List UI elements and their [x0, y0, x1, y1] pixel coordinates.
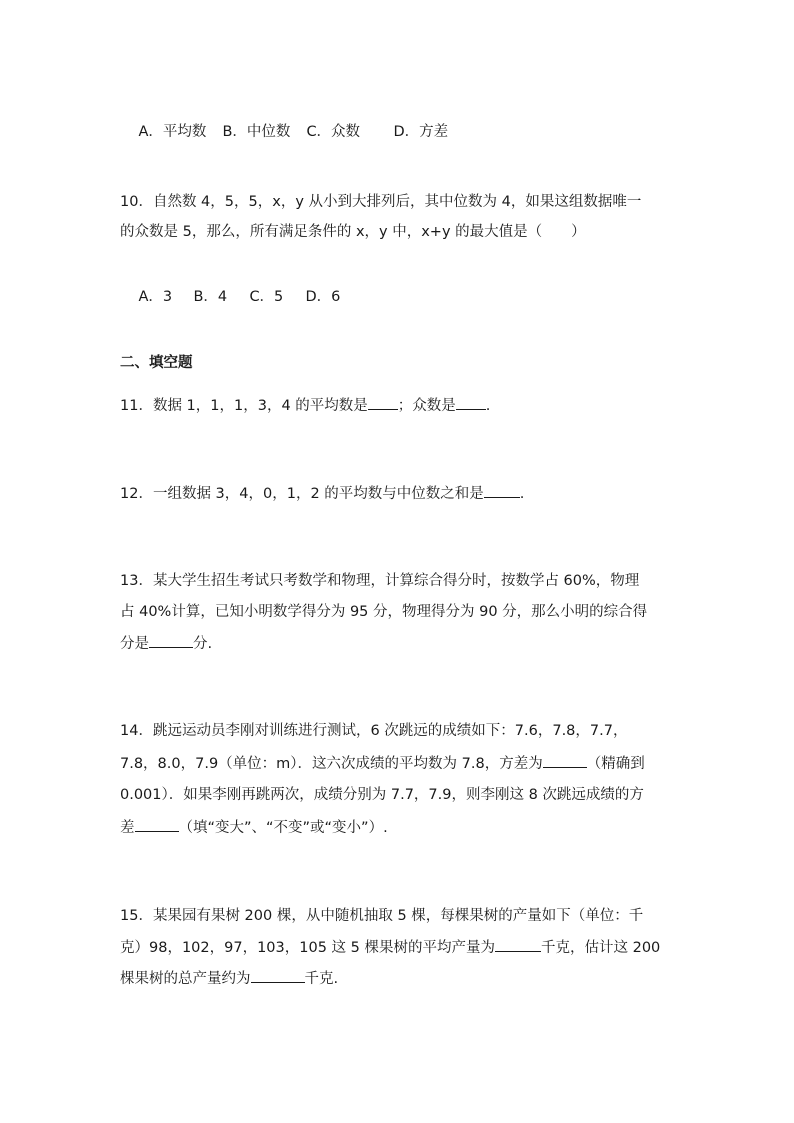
q10-option-c: C．5: [249, 289, 284, 305]
q10-line-2: 的众数是 5，那么，所有满足条件的 x，y 中，x+y 的最大值是（ ）: [120, 224, 586, 240]
q15-line-3: [120, 968, 676, 989]
q14-blank-variance[interactable]: [543, 753, 587, 768]
q12-part-2: .: [519, 486, 525, 502]
q11-blank-mean[interactable]: [368, 395, 398, 410]
q15-line-1: 15．某果园有果树 200 棵，从中随机抽取 5 棵，每棵果树的产量如下（单位：千: [120, 908, 644, 924]
q10-options: [120, 267, 676, 327]
q14-line-2a: 7.8，8.0，7.9（单位：m）．这六次成绩的平均数为 7.8，方差为: [120, 756, 543, 772]
q11-text: [120, 395, 676, 416]
q9-option-c: C．众数: [306, 124, 361, 140]
q13-line-3: [120, 633, 676, 654]
q15-line-3a: 棵果树的总产量约为: [120, 971, 251, 987]
q12-blank-sum[interactable]: [484, 483, 520, 498]
q15-blank-average[interactable]: [495, 937, 541, 952]
q13-line-1: 13．某大学生招生考试只考数学和物理，计算综合得分时，按数学占 60%，物理: [120, 573, 640, 589]
q9-option-a: A．平均数: [138, 124, 207, 140]
q13-line-2: 占 40%计算，已知小明数学得分为 95 分，物理得分为 90 分，那么小明的综合得: [120, 604, 648, 620]
q14-blank-change[interactable]: [135, 817, 179, 832]
q9-options: [120, 102, 676, 162]
q14-line-4b: （填“变大”、“不变”或“变小”）.: [178, 820, 388, 836]
q13-line-3b: 分.: [193, 636, 213, 652]
q11-part-3: .: [485, 398, 491, 414]
section-title-fill-blank: 二、填空题: [120, 355, 193, 371]
q10-option-b: B．4: [193, 289, 228, 305]
q9-option-d: D．方差: [393, 124, 449, 140]
q10-option-d: D．6: [305, 289, 341, 305]
q11-part-1: 11．数据 1，1，1，3，4 的平均数是: [120, 398, 368, 414]
q15-line-3b: 千克.: [304, 971, 339, 987]
q14-line-4: [120, 817, 676, 838]
q14-line-1: 14．跳远运动员李刚对训练进行测试，6 次跳远的成绩如下：7.6，7.8，7.7，: [120, 723, 628, 739]
q13-blank-score[interactable]: [149, 633, 193, 648]
q12-part-1: 12．一组数据 3，4，0，1，2 的平均数与中位数之和是: [120, 486, 484, 502]
q15-line-2a: 克）98，102，97，103，105 这 5 棵果树的平均产量为: [120, 940, 495, 956]
q14-line-3: 0.001）．如果李刚再跳两次，成绩分别为 7.7，7.9，则李刚这 8 次跳远成绩的方: [120, 787, 644, 803]
q12-text: [120, 483, 676, 504]
q10-option-a: A．3: [138, 289, 173, 305]
q15-blank-total[interactable]: [251, 968, 305, 983]
q13-line-3a: 分是: [120, 636, 149, 652]
q11-part-2: ；众数是: [397, 398, 456, 414]
q14-line-2: [120, 753, 676, 774]
q15-line-2: [120, 937, 676, 958]
q9-option-b: B．中位数: [222, 124, 291, 140]
q15-line-2b: 千克，估计这 200: [540, 940, 661, 956]
q14-line-2b: （精确到: [586, 756, 645, 772]
q14-line-4a: 差: [120, 820, 135, 836]
q11-blank-mode[interactable]: [456, 395, 486, 410]
q10-line-1: 10．自然数 4，5，5，x，y 从小到大排列后，其中位数为 4，如果这组数据唯一: [120, 194, 642, 210]
